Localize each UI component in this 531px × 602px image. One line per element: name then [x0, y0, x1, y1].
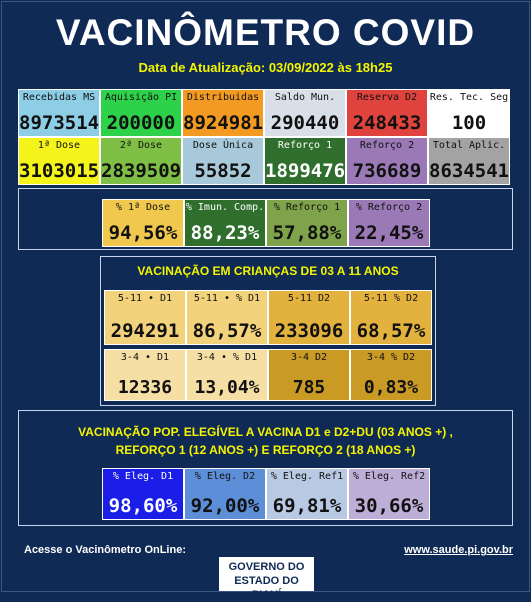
- stat-cell: [346, 89, 428, 137]
- stat-value: 2839509: [101, 160, 182, 182]
- eligible-section-title-line1: VACINAÇÃO POP. ELEGÍVEL A VACINA D1 e D2+DU (03 ANOS +) ,: [78, 425, 453, 439]
- children-3-4-value: 785: [292, 377, 326, 398]
- children-5-11-cell: [268, 290, 350, 345]
- stat-label: Dose Única: [192, 140, 254, 151]
- stat-label: Recebidas MS: [22, 92, 96, 103]
- stat-cell: [182, 137, 264, 185]
- stat-cell: [18, 89, 100, 137]
- percent-value: 94,56%: [108, 222, 178, 244]
- stat-label: Reforço 1: [277, 140, 333, 151]
- children-5-11-cell: [186, 290, 268, 345]
- stat-value: 290440: [270, 112, 340, 134]
- children-3-4-value: 0,83%: [363, 377, 419, 398]
- stat-cell: [100, 137, 182, 185]
- children-5-11-label: 5-11 • % D1: [193, 293, 261, 304]
- stat-value: 3103015: [19, 160, 100, 182]
- eligible-cell: [184, 468, 266, 520]
- gov-logo-line1: GOVERNO DO: [228, 561, 305, 573]
- percent-label: % 1ª Dose: [115, 202, 171, 213]
- eligible-label: % Eleg. Ref1: [270, 471, 344, 482]
- children-3-4-cell: [268, 349, 350, 401]
- stat-label: Total Aplic.: [432, 140, 506, 151]
- eligible-value: 30,66%: [354, 495, 424, 517]
- percent-cell: [348, 199, 430, 247]
- stat-value: 8634541: [429, 160, 510, 182]
- children-5-11-cell: [350, 290, 432, 345]
- stat-label: Res. Tec. Seg: [429, 92, 509, 103]
- children-3-4-cell: [104, 349, 186, 401]
- footer-site-link[interactable]: www.saude.pi.gov.br: [404, 544, 513, 556]
- children-5-11-value: 233096: [274, 320, 344, 342]
- children-5-11-value: 86,57%: [192, 320, 262, 342]
- children-3-4-cell: [350, 349, 432, 401]
- stat-value: 100: [451, 112, 487, 134]
- children-5-11-label: 5-11 % D2: [363, 293, 419, 304]
- eligible-value: 98,60%: [108, 495, 178, 517]
- eligible-cell: [266, 468, 348, 520]
- eligible-label: % Eleg. D2: [194, 471, 256, 482]
- percent-value: 22,45%: [354, 222, 424, 244]
- percent-label: % Reforço 2: [355, 202, 423, 213]
- stat-cell: [264, 89, 346, 137]
- stat-value: 200000: [106, 112, 176, 134]
- eligible-label: % Eleg. Ref2: [352, 471, 426, 482]
- stat-cell: [264, 137, 346, 185]
- percent-label: % Imun. Comp.: [185, 202, 265, 213]
- gov-logo-line2: ESTADO DO PIAUÍ: [234, 575, 299, 601]
- children-3-4-value: 13,04%: [194, 377, 260, 398]
- children-5-11-value: 294291: [110, 320, 180, 342]
- percent-value: 57,88%: [272, 222, 342, 244]
- stat-value: 248433: [352, 112, 422, 134]
- children-5-11-value: 68,57%: [356, 320, 426, 342]
- stat-label: 1ª Dose: [37, 140, 81, 151]
- children-5-11-cell: [104, 290, 186, 345]
- stat-value: 1899476: [265, 160, 346, 182]
- stat-label: Reserva D2: [356, 92, 418, 103]
- children-3-4-label: 3-4 % D2: [366, 352, 416, 363]
- stat-cell: [18, 137, 100, 185]
- stat-label: Reforço 2: [359, 140, 415, 151]
- stat-label: Distribuidas: [186, 92, 260, 103]
- stat-label: 2ª Dose: [119, 140, 163, 151]
- government-logo: [219, 557, 314, 601]
- children-3-4-cell: [186, 349, 268, 401]
- children-section-title: VACINAÇÃO EM CRIANÇAS DE 03 A 11 ANOS: [137, 264, 399, 278]
- percent-label: % Reforço 1: [273, 202, 341, 213]
- stat-value: 8924981: [183, 112, 264, 134]
- percent-cell: [266, 199, 348, 247]
- stat-cell: [346, 137, 428, 185]
- stat-value: 736689: [352, 160, 422, 182]
- stat-value: 8973514: [19, 112, 100, 134]
- percent-cell: [184, 199, 266, 247]
- children-5-11-label: 5-11 • D1: [117, 293, 173, 304]
- children-5-11-label: 5-11 D2: [287, 293, 331, 304]
- children-3-4-label: 3-4 • D1: [120, 352, 170, 363]
- children-3-4-label: 3-4 • % D1: [196, 352, 258, 363]
- update-date: Data de Atualização: 03/09/2022 às 18h25: [138, 60, 393, 75]
- eligible-cell: [102, 468, 184, 520]
- page-title: VACINÔMETRO COVID: [55, 12, 476, 53]
- percent-value: 88,23%: [190, 222, 260, 244]
- stat-label: Saldo Mun.: [274, 92, 336, 103]
- eligible-cell: [348, 468, 430, 520]
- footer-online-text: Acesse o Vacinômetro OnLine:: [24, 544, 186, 556]
- eligible-label: % Eleg. D1: [112, 471, 174, 482]
- stat-cell: [428, 89, 510, 137]
- stat-cell: [428, 137, 510, 185]
- children-3-4-value: 12336: [117, 377, 173, 398]
- stat-value: 55852: [194, 160, 252, 182]
- percent-cell: [102, 199, 184, 247]
- children-3-4-label: 3-4 D2: [290, 352, 328, 363]
- eligible-value: 69,81%: [272, 495, 342, 517]
- eligible-value: 92,00%: [190, 495, 260, 517]
- stat-cell: [100, 89, 182, 137]
- stat-label: Aquisição PI: [104, 92, 178, 103]
- eligible-section-title-line2: REFORÇO 1 (12 ANOS +) E REFORÇO 2 (18 ANOS +): [115, 443, 416, 457]
- stat-cell: [182, 89, 264, 137]
